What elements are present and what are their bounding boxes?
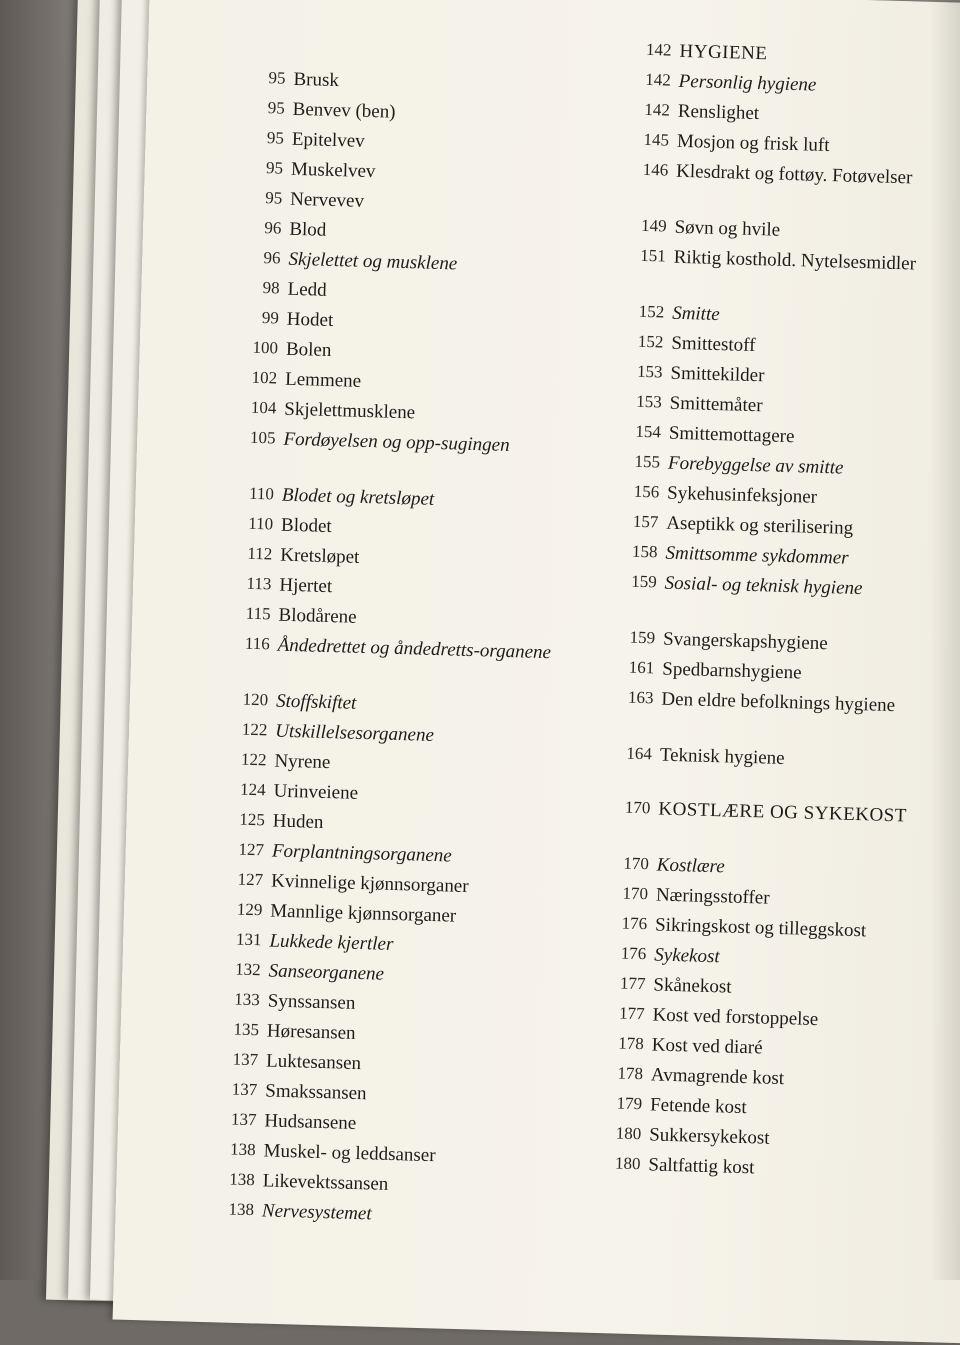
toc-entry-title: Fetende kost — [649, 1094, 747, 1119]
toc-page-number: 137 — [230, 1109, 257, 1130]
toc-entry-title: Stoffskiftet — [275, 690, 357, 714]
toc-page-number: 138 — [229, 1169, 256, 1190]
toc-page-number: 102 — [251, 367, 278, 388]
toc-entry-title: Åndedrettet og åndedretts-organene — [277, 634, 552, 664]
toc-entry-title: Benvev (ben) — [292, 98, 396, 123]
toc-entry-title: Bolen — [285, 338, 332, 361]
toc-entry-title: Sykekost — [654, 944, 720, 968]
toc-entry-title: Svangerskapshygiene — [662, 628, 828, 655]
toc-page-number: 120 — [242, 689, 269, 710]
toc-entry-title: Teknisk hygiene — [659, 744, 785, 770]
toc-page-number: 137 — [232, 1049, 259, 1070]
toc-entry-title: Mannlige kjønnsorganer — [270, 900, 457, 927]
toc-entry-title: Fordøyelsen og opp-sugingen — [283, 428, 510, 457]
toc-entry-title: Smitte — [671, 302, 721, 326]
toc-page-number: 113 — [246, 573, 272, 594]
toc-entry-title: Søvn og hvile — [674, 216, 781, 241]
toc-page-number: 151 — [640, 245, 667, 266]
toc-entry-title: Nervesystemet — [261, 1200, 372, 1225]
toc-entry-title: Smittemåter — [669, 392, 763, 417]
toc-page-number: 155 — [634, 451, 661, 472]
toc-page-number: 157 — [632, 511, 659, 532]
toc-page-number: 127 — [237, 869, 264, 890]
toc-entry-title: Nyrene — [274, 750, 331, 774]
toc-entry-title: Høresansen — [266, 1020, 356, 1044]
toc-entry-title: Smittestoff — [671, 332, 756, 357]
toc-page-number: 152 — [637, 331, 664, 352]
toc-page-number: 133 — [234, 989, 261, 1010]
toc-page-number: 161 — [628, 657, 655, 678]
toc-page-number: 96 — [263, 248, 281, 268]
toc-entry-title: Lukkede kjertler — [269, 930, 394, 955]
toc-entry — [216, 422, 557, 487]
toc-page-number: 99 — [261, 308, 280, 328]
toc-page-number: 154 — [635, 421, 662, 442]
toc-entry-title: Forebyggelse av smitte — [667, 452, 844, 479]
toc-page-number: 159 — [629, 627, 656, 648]
toc-page-number: 149 — [640, 215, 667, 236]
toc-page-number: 180 — [614, 1153, 641, 1174]
toc-page-number: 176 — [620, 943, 647, 964]
toc-page-number: 170 — [623, 853, 650, 874]
toc-page-number: 158 — [631, 541, 658, 562]
toc-entry-title: Avmagrende kost — [650, 1064, 785, 1090]
toc-page-number: 178 — [618, 1033, 645, 1054]
toc-entry-title: Hjertet — [279, 574, 333, 598]
toc-page-number: 159 — [630, 571, 657, 592]
toc-entry-title: Hudsansene — [264, 1110, 357, 1134]
toc-entry-title: Smittsomme sykdommer — [665, 542, 849, 569]
toc-entry — [211, 628, 552, 693]
toc-page-number: 95 — [264, 188, 283, 208]
toc-page-number: 95 — [266, 128, 285, 148]
toc-entry-title: Riktig kosthold. Nytelsesmidler — [673, 246, 917, 275]
toc-entry-title: Smakssansen — [264, 1080, 367, 1105]
toc-entry — [609, 154, 925, 219]
toc-page-number: 95 — [267, 98, 286, 118]
toc-entry-title: Ledd — [287, 278, 328, 301]
binding-shadow — [930, 0, 960, 1280]
toc-entry — [598, 566, 914, 631]
toc-page-number: 105 — [249, 427, 276, 448]
toc-right-column — [582, 34, 928, 1186]
toc-entry-title: Den eldre befolknings hygiene — [661, 688, 896, 717]
toc-page-number: 116 — [244, 633, 271, 654]
toc-entry-title: Blod — [289, 218, 327, 241]
toc-entry-title: Spedbarnshygiene — [661, 658, 802, 684]
toc-entry-title: Huden — [272, 810, 324, 833]
toc-entry-title: Blodårene — [278, 604, 357, 628]
toc-page-number: 98 — [262, 278, 280, 298]
toc-page-number: 96 — [264, 218, 282, 238]
toc-entry-title: Aseptikk og sterilisering — [666, 512, 854, 539]
toc-entry-title: Sanseorganene — [268, 960, 385, 985]
toc-page-number: 127 — [238, 839, 265, 860]
toc-entry-title: Skånekost — [653, 974, 732, 998]
toc-entry-title: Kostlære — [656, 854, 726, 878]
toc-page-number: 125 — [239, 809, 266, 830]
toc-page-number: 110 — [248, 483, 275, 504]
toc-entry-title: Blodet og kretsløpet — [281, 484, 435, 510]
toc-entry-title: Mosjon og frisk luft — [676, 130, 830, 157]
toc-entry-title: Epitelvev — [291, 128, 365, 152]
toc-entry-title: Sykehusinfeksjoner — [666, 482, 818, 508]
toc-page-number: 153 — [636, 361, 663, 382]
toc-page-number: 163 — [627, 687, 654, 708]
toc-entry-title: Muskel- og leddsanser — [263, 1140, 436, 1167]
toc-entry-title: Smittekilder — [670, 362, 765, 387]
toc-entry-title: Kvinnelige kjønnsorganer — [270, 870, 469, 898]
toc-entry-title: Synssansen — [267, 990, 356, 1014]
toc-page-number: 124 — [239, 779, 266, 800]
toc-entry-title: Sukkersykekost — [648, 1124, 770, 1149]
toc-page-number: 95 — [265, 158, 284, 178]
toc-page-number: 135 — [233, 1019, 260, 1040]
toc-page-number: 176 — [621, 913, 648, 934]
toc-entry — [594, 682, 910, 747]
toc-entry-title: Kost ved diaré — [651, 1034, 763, 1059]
toc-page-number: 129 — [236, 899, 263, 920]
toc-page-number: 145 — [643, 129, 670, 150]
toc-entry-title: Klesdrakt og fottøy. Fotøvelser — [675, 160, 913, 189]
toc-entry-title: Luktesansen — [265, 1050, 362, 1075]
toc-entry-title: Hodet — [286, 308, 334, 332]
toc-entry-title: Urinveiene — [273, 780, 359, 804]
toc-page-number: 170 — [624, 797, 651, 818]
toc-page-number: 156 — [633, 481, 660, 502]
toc-entry-title: Brusk — [293, 68, 340, 92]
toc-page-number: 177 — [619, 973, 646, 994]
toc-page-number: 115 — [245, 603, 271, 624]
toc-entry-title: Sosial- og teknisk hygiene — [664, 572, 863, 600]
toc-entry-title: Muskelvev — [290, 158, 376, 183]
toc-entry — [591, 792, 907, 857]
toc-entry-title: Næringsstoffer — [655, 884, 770, 909]
toc-left-column — [196, 62, 568, 1233]
toc-section-heading: HYGIENE — [679, 40, 768, 65]
toc-entry-title: Skjelettet og musklene — [288, 248, 458, 275]
toc-entry-title: Forplantningsorganene — [271, 840, 453, 867]
toc-page-number: 138 — [228, 1199, 255, 1220]
toc-page-number: 95 — [268, 68, 286, 88]
toc-page-number: 178 — [617, 1063, 644, 1084]
toc-entry-title: Sikringskost og tilleggskost — [654, 914, 867, 942]
toc-entry-title: Blodet — [280, 514, 333, 538]
toc-page-number: 122 — [240, 749, 267, 770]
toc-entry-title: Lemmene — [284, 368, 362, 392]
toc-entry-title: Saltfattig kost — [648, 1154, 755, 1179]
toc-entry-title: Nervevev — [289, 188, 365, 212]
toc-entry-title: Skjelettmusklene — [284, 398, 416, 424]
toc-page-number: 137 — [231, 1079, 258, 1100]
toc-page-number: 152 — [638, 301, 665, 322]
toc-page-number: 138 — [229, 1139, 256, 1160]
toc-section-heading: KOSTLÆRE OG SYKEKOST — [658, 798, 908, 827]
toc-entry-title: Renslighet — [677, 100, 760, 125]
toc-page-number: 142 — [644, 69, 672, 90]
toc-entry — [607, 240, 923, 305]
toc-page-number: 100 — [252, 337, 279, 358]
toc-page-number: 164 — [626, 743, 653, 764]
toc-page-number: 112 — [247, 543, 273, 564]
toc-entry-title: Utskillelsesorganene — [275, 720, 435, 747]
toc-entry-title: Personlig hygiene — [678, 70, 817, 96]
toc-entry-title: Smittemottagere — [668, 422, 795, 448]
toc-page-number: 153 — [635, 391, 663, 412]
toc-entry-title: Kost ved forstoppelse — [652, 1004, 819, 1031]
toc-entry-title: Kretsløpet — [279, 544, 360, 568]
toc-page-number: 177 — [618, 1003, 645, 1024]
toc-page-number: 110 — [247, 513, 274, 534]
toc-entry-title: Likevektssansen — [262, 1170, 389, 1195]
toc-page-number: 131 — [235, 929, 262, 950]
toc-page-number: 104 — [250, 397, 277, 418]
toc-page-number: 179 — [616, 1093, 643, 1114]
toc-page-number: 170 — [622, 883, 649, 904]
toc-page-number: 142 — [644, 99, 671, 120]
toc-page-number: 122 — [241, 719, 268, 740]
toc-page-number: 132 — [234, 959, 261, 980]
toc-page-number: 180 — [615, 1123, 642, 1144]
toc-page-number: 142 — [645, 39, 672, 60]
toc-page-number: 146 — [642, 159, 669, 180]
